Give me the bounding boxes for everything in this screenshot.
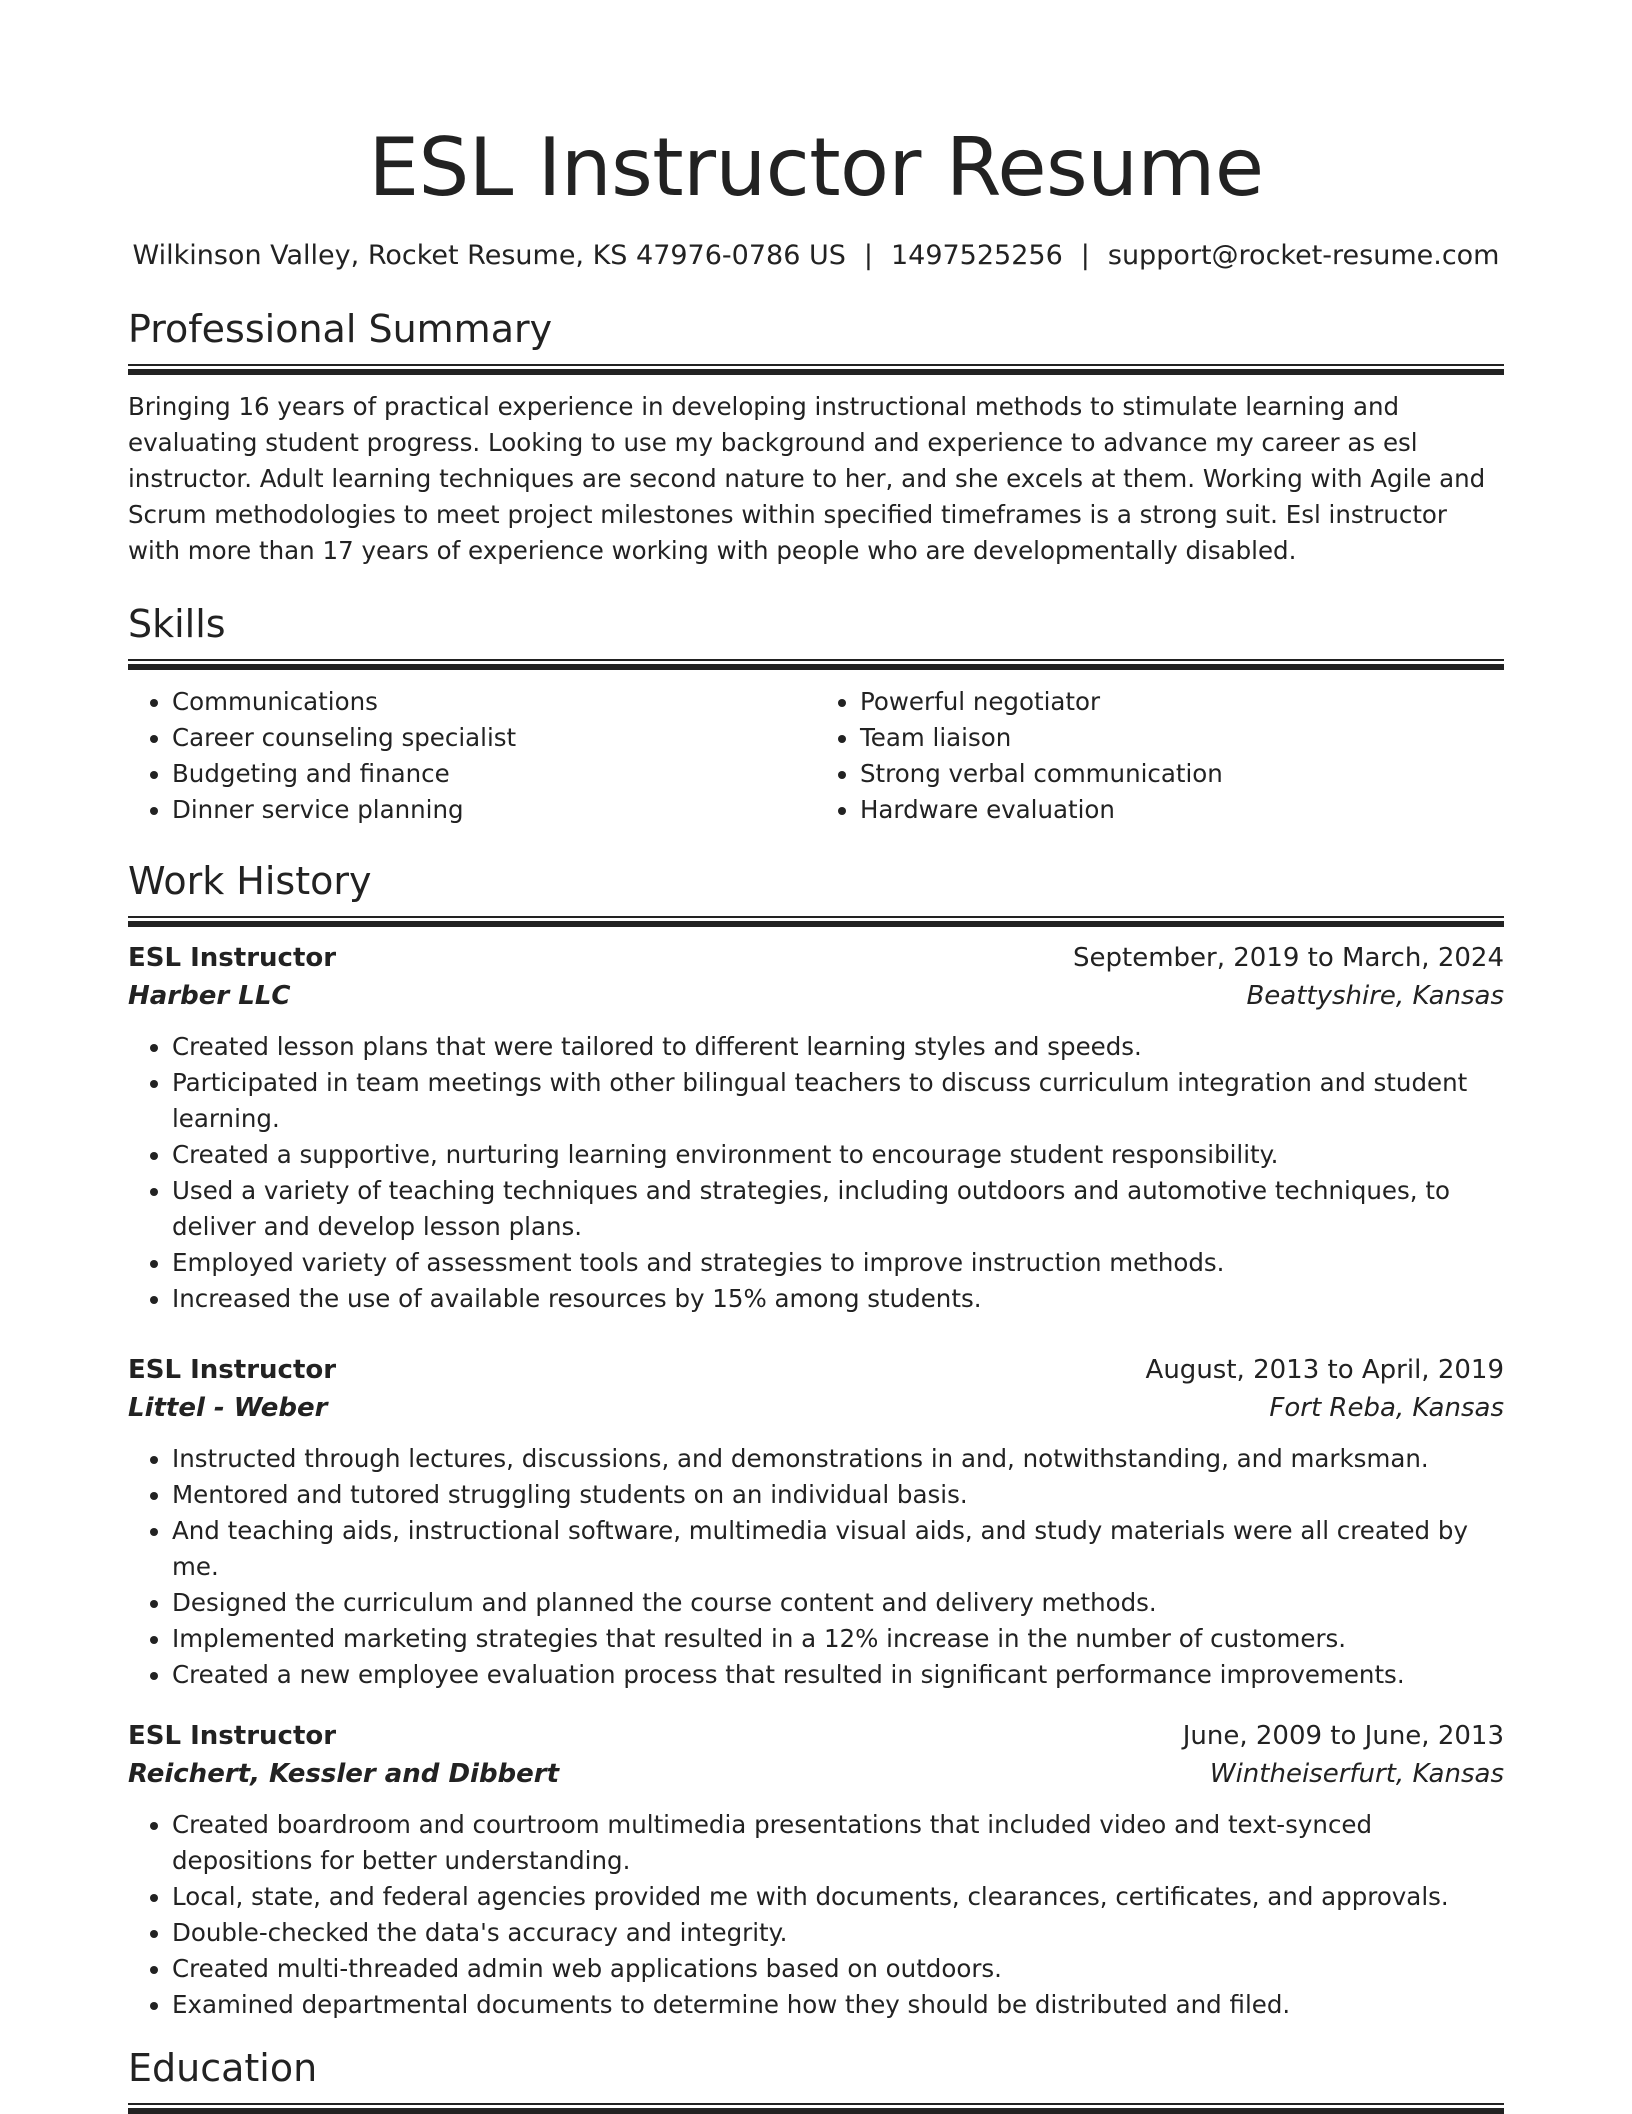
skills-right-list [816,684,1504,828]
job-bullet: • Double-checked the data's accuracy and integrity. [172,1915,1504,1951]
job-bullet: • And teaching aids, instructional software, multimedia visual aids, and study materials were all created by me. [172,1513,1504,1585]
job-bullet: • Mentored and tutored struggling students on an individual basis. [172,1477,1504,1513]
skill-item: • Budgeting and finance [172,756,816,792]
contact-line [128,236,1504,276]
job-dates: September, 2019 to March, 2024 [1073,943,1504,973]
job-bullet: • Instructed through lectures, discussions, and demonstrations in and, notwithstanding, and marksman. [172,1441,1504,1477]
job-company: Harber LLC [128,981,291,1011]
job-bullets [128,1029,1504,1317]
skills-heading: Skills [128,602,226,646]
section-divider [128,2103,1504,2114]
skill-item: • Powerful negotiator [860,684,1504,720]
job-location: Wintheiserfurt, Kansas [1209,1759,1504,1789]
summary-section [128,304,1504,569]
summary-heading: Professional Summary [128,307,553,351]
section-divider [128,364,1504,375]
skill-item: • Strong verbal communication [860,756,1504,792]
job-title: ESL Instructor [128,1721,337,1751]
skill-item: • Career counseling specialist [172,720,816,756]
job-bullet: • Examined departmental documents to determine how they should be distributed and filed. [172,1987,1504,2023]
job-bullet: • Designed the curriculum and planned the course content and delivery methods. [172,1585,1504,1621]
work-heading: Work History [128,859,372,903]
job-header-row [128,1351,1504,1389]
job-header-row [128,939,1504,977]
job-bullet: • Created lesson plans that were tailored to different learning styles and speeds. [172,1029,1504,1065]
job-subheader-row [128,1389,1504,1427]
job-bullet: • Increased the use of available resources by 15% among students. [172,1281,1504,1317]
skill-item: • Dinner service planning [172,792,816,828]
job-bullet: • Local, state, and federal agencies provided me with documents, clearances, certificates, and approvals. [172,1879,1504,1915]
job-entry [128,939,1504,1317]
contact-email: support@rocket-resume.com [1107,240,1500,271]
section-divider [128,916,1504,927]
job-subheader-row [128,1755,1504,1793]
job-bullet: • Implemented marketing strategies that resulted in a 12% increase in the number of customers. [172,1621,1504,1657]
job-bullet: • Created multi-threaded admin web applications based on outdoors. [172,1951,1504,1987]
job-bullet: • Created a new employee evaluation process that resulted in significant performance improvements. [172,1657,1504,1693]
education-heading: Education [128,2046,318,2090]
contact-phone: 1497525256 [890,240,1063,271]
job-location: Beattyshire, Kansas [1246,981,1504,1011]
job-bullets [128,1441,1504,1693]
job-company: Littel - Weber [128,1393,328,1423]
job-dates: June, 2009 to June, 2013 [1182,1721,1504,1751]
section-divider [128,659,1504,670]
job-entry [128,1351,1504,1693]
skills-left-list [128,684,816,828]
skill-item: • Communications [172,684,816,720]
job-bullet: • Used a variety of teaching techniques and strategies, including outdoors and automotive techniques, to deliver and develop lesson plans. [172,1173,1504,1245]
summary-text: Bringing 16 years of practical experience in developing instructional methods to stimulate learning and evaluating student progress. Looking to use my background and experience to advance my career as esl instructor. Adult learning techniques are second nature to her, and she excels at them. Working with Agile and Scrum methodologies to meet project milestones within specified timeframes is a strong suit. Esl instructor with more than 17 years of experience working with people who are developmentally disabled. [128,392,1486,565]
job-bullets [128,1807,1504,2023]
contact-separator: | [1080,240,1090,271]
job-title: ESL Instructor [128,1355,337,1385]
job-company: Reichert, Kessler and Dibbert [128,1759,560,1789]
work-section [128,856,1504,2023]
contact-separator: | [863,240,873,271]
job-location: Fort Reba, Kansas [1269,1393,1504,1423]
skill-item: • Team liaison [860,720,1504,756]
job-bullet: • Created a supportive, nurturing learning environment to encourage student responsibility. [172,1137,1504,1173]
job-bullet: • Participated in team meetings with other bilingual teachers to discuss curriculum integration and student learning. [172,1065,1504,1137]
job-title: ESL Instructor [128,943,337,973]
job-header-row [128,1717,1504,1755]
skills-section [128,599,1504,828]
skill-item: • Hardware evaluation [860,792,1504,828]
job-entry [128,1717,1504,2023]
job-bullet: • Employed variety of assessment tools and strategies to improve instruction methods. [172,1245,1504,1281]
job-dates: August, 2013 to April, 2019 [1145,1355,1504,1385]
job-subheader-row [128,977,1504,1015]
education-section [128,2043,1504,2114]
skills-columns [128,684,1504,828]
contact-address: Wilkinson Valley, Rocket Resume, KS 47976-0786 US [132,240,846,271]
job-bullet: • Created boardroom and courtroom multimedia presentations that included video and text-synced depositions for better understanding. [172,1807,1504,1879]
resume-title: ESL Instructor Resume [368,121,1264,214]
